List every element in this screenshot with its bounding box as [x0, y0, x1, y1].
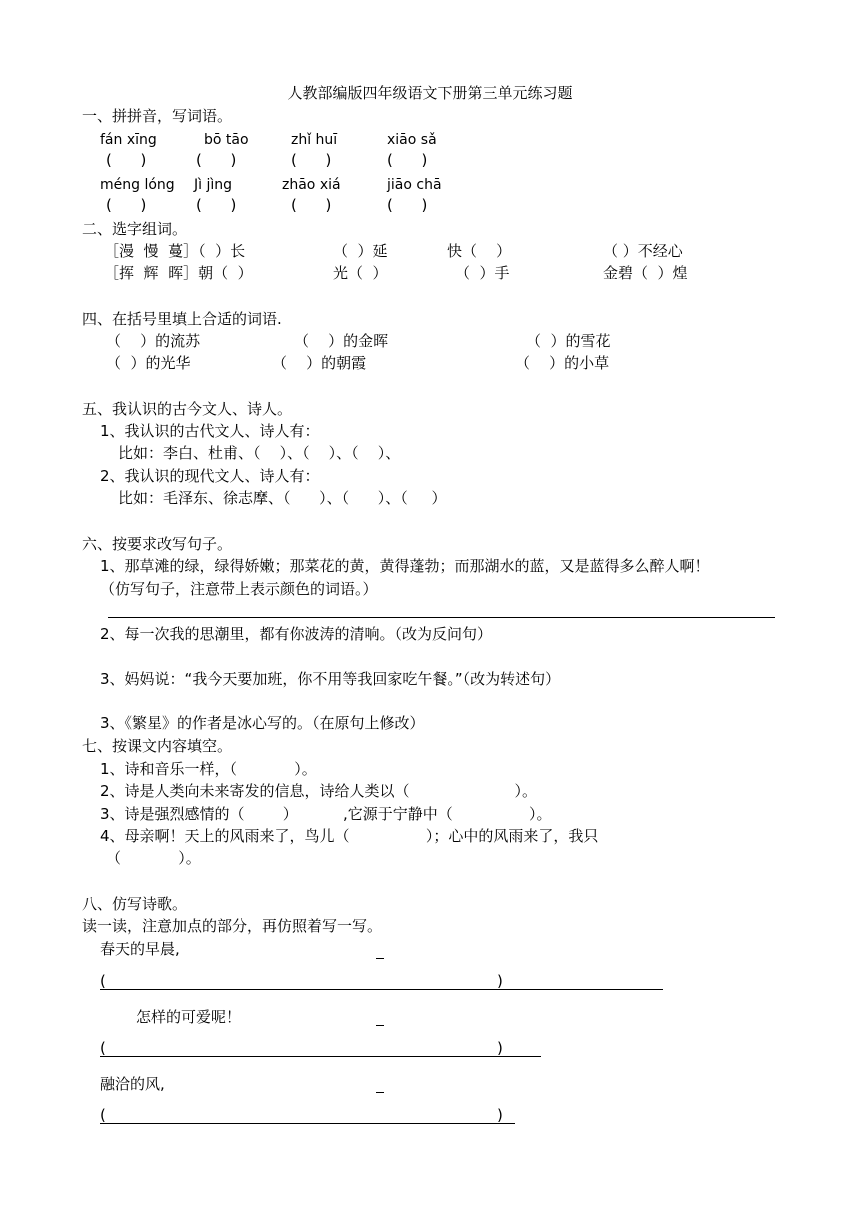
fill-item: （ ）的雪花: [526, 332, 611, 350]
fill-item: （ ）的流苏: [106, 332, 201, 350]
word-choice-item: ［漫 慢 蔓］（ ）长: [104, 242, 246, 260]
question-note: （仿写句子，注意带上表示颜色的词语。）: [100, 580, 378, 598]
question-text: 2、每一次我的思潮里，都有你波涛的清响。（改为反问句）: [100, 625, 493, 643]
section-5-heading: 五、我认识的古今文人、诗人。: [82, 400, 293, 418]
question-text: 1、那草滩的绿，绿得娇嫩；那菜花的黄，黄得蓬勃；而那湖水的蓝，又是蓝得多么醉人啊！: [100, 557, 710, 575]
answer-line[interactable]: [100, 1056, 541, 1057]
section-1-heading: 一、拼拼音，写词语。: [82, 107, 233, 125]
fill-item: （ ）的朝霞: [272, 354, 367, 372]
close-paren: ): [497, 1039, 503, 1057]
pinyin-2: bō tāo: [204, 132, 249, 148]
open-paren: (: [100, 1039, 106, 1057]
poem-line: 融洽的风,: [100, 1075, 165, 1093]
answer-blank[interactable]: ( ): [106, 196, 147, 214]
question-text: 3、诗是强烈感情的（ ）: [100, 805, 298, 823]
section-4-heading: 四、在括号里填上合适的词语.: [82, 310, 282, 328]
question-text: 4、母亲啊！天上的风雨来了，鸟儿（ ）；心中的风雨来了，我只: [100, 827, 599, 845]
section-8-heading: 八、仿写诗歌。: [82, 895, 188, 913]
blank-mark: [376, 1025, 384, 1026]
pinyin-1: fán xīng: [100, 132, 157, 148]
close-paren: ): [497, 972, 503, 990]
fill-item: （ ）的金晖: [294, 332, 389, 350]
pinyin-4: xiāo sǎ: [387, 132, 437, 148]
page-title: 人教部编版四年级语文下册第三单元练习题: [287, 84, 573, 102]
answer-blank[interactable]: ( ): [291, 151, 332, 169]
section-6-heading: 六、按要求改写句子。: [82, 535, 233, 553]
pinyin-8: jiāo chā: [387, 177, 442, 193]
question-text: （ ）。: [106, 849, 201, 867]
answer-blank[interactable]: ( ): [291, 196, 332, 214]
answer-blank[interactable]: ( ): [106, 151, 147, 169]
question-text: 2、我认识的现代文人、诗人有：: [100, 467, 320, 485]
question-text: 1、我认识的古代文人、诗人有：: [100, 422, 320, 440]
question-text: 1、诗和音乐一样，（ ）。: [100, 760, 317, 778]
question-text: 3、妈妈说：“我今天要加班，你不用等我回家吃午餐。”（改为转述句）: [100, 670, 561, 688]
fill-item: （ ）的光华: [106, 354, 191, 372]
word-choice-item: （ ）手: [455, 264, 510, 282]
question-text: 比如：毛泽东、徐志摩、（ ）、（ ）、（ ）: [118, 489, 447, 507]
fill-item: （ ）的小草: [515, 354, 610, 372]
word-choice-item: （ ）延: [333, 242, 388, 260]
blank-mark: [376, 1092, 384, 1093]
word-choice-item: 光（ ）: [333, 264, 388, 282]
question-text: 2、诗是人类向未来寄发的信息，诗给人类以（ ）。: [100, 782, 537, 800]
pinyin-5: méng lóng: [100, 177, 175, 193]
answer-blank[interactable]: ( ): [387, 196, 428, 214]
open-paren: (: [100, 1106, 106, 1124]
instruction-text: 读一读，注意加点的部分，再仿照着写一写。: [82, 917, 383, 935]
answer-line[interactable]: [100, 1123, 515, 1124]
answer-blank[interactable]: ( ): [196, 196, 237, 214]
pinyin-7: zhāo xiá: [282, 177, 341, 193]
question-text: 比如：李白、杜甫、（ ）、（ ）、（ ）、: [118, 444, 401, 462]
answer-line[interactable]: [108, 617, 775, 618]
question-text: ,它源于宁静中（ ）。: [343, 805, 552, 823]
word-choice-item: 快（ ）: [447, 242, 512, 260]
word-choice-item: ［挥 辉 晖］朝（ ）: [104, 264, 253, 282]
pinyin-6: Jì jìng: [194, 177, 233, 193]
poem-line: 春天的早晨,: [100, 940, 180, 958]
blank-mark: [376, 958, 384, 959]
word-choice-item: （ ）不经心: [603, 242, 683, 260]
section-2-heading: 二、选字组词。: [82, 220, 188, 238]
answer-blank[interactable]: ( ): [387, 151, 428, 169]
answer-line[interactable]: [100, 989, 663, 990]
answer-blank[interactable]: ( ): [196, 151, 237, 169]
pinyin-3: zhǐ huī: [291, 132, 338, 148]
question-text: 3、《繁星》的作者是冰心写的。（在原句上修改）: [100, 714, 425, 732]
close-paren: ): [497, 1106, 503, 1124]
word-choice-item: 金碧（ ）煌: [603, 264, 688, 282]
section-7-heading: 七、按课文内容填空。: [82, 737, 233, 755]
open-paren: (: [100, 972, 106, 990]
poem-line: 怎样的可爱呢！: [136, 1008, 242, 1026]
